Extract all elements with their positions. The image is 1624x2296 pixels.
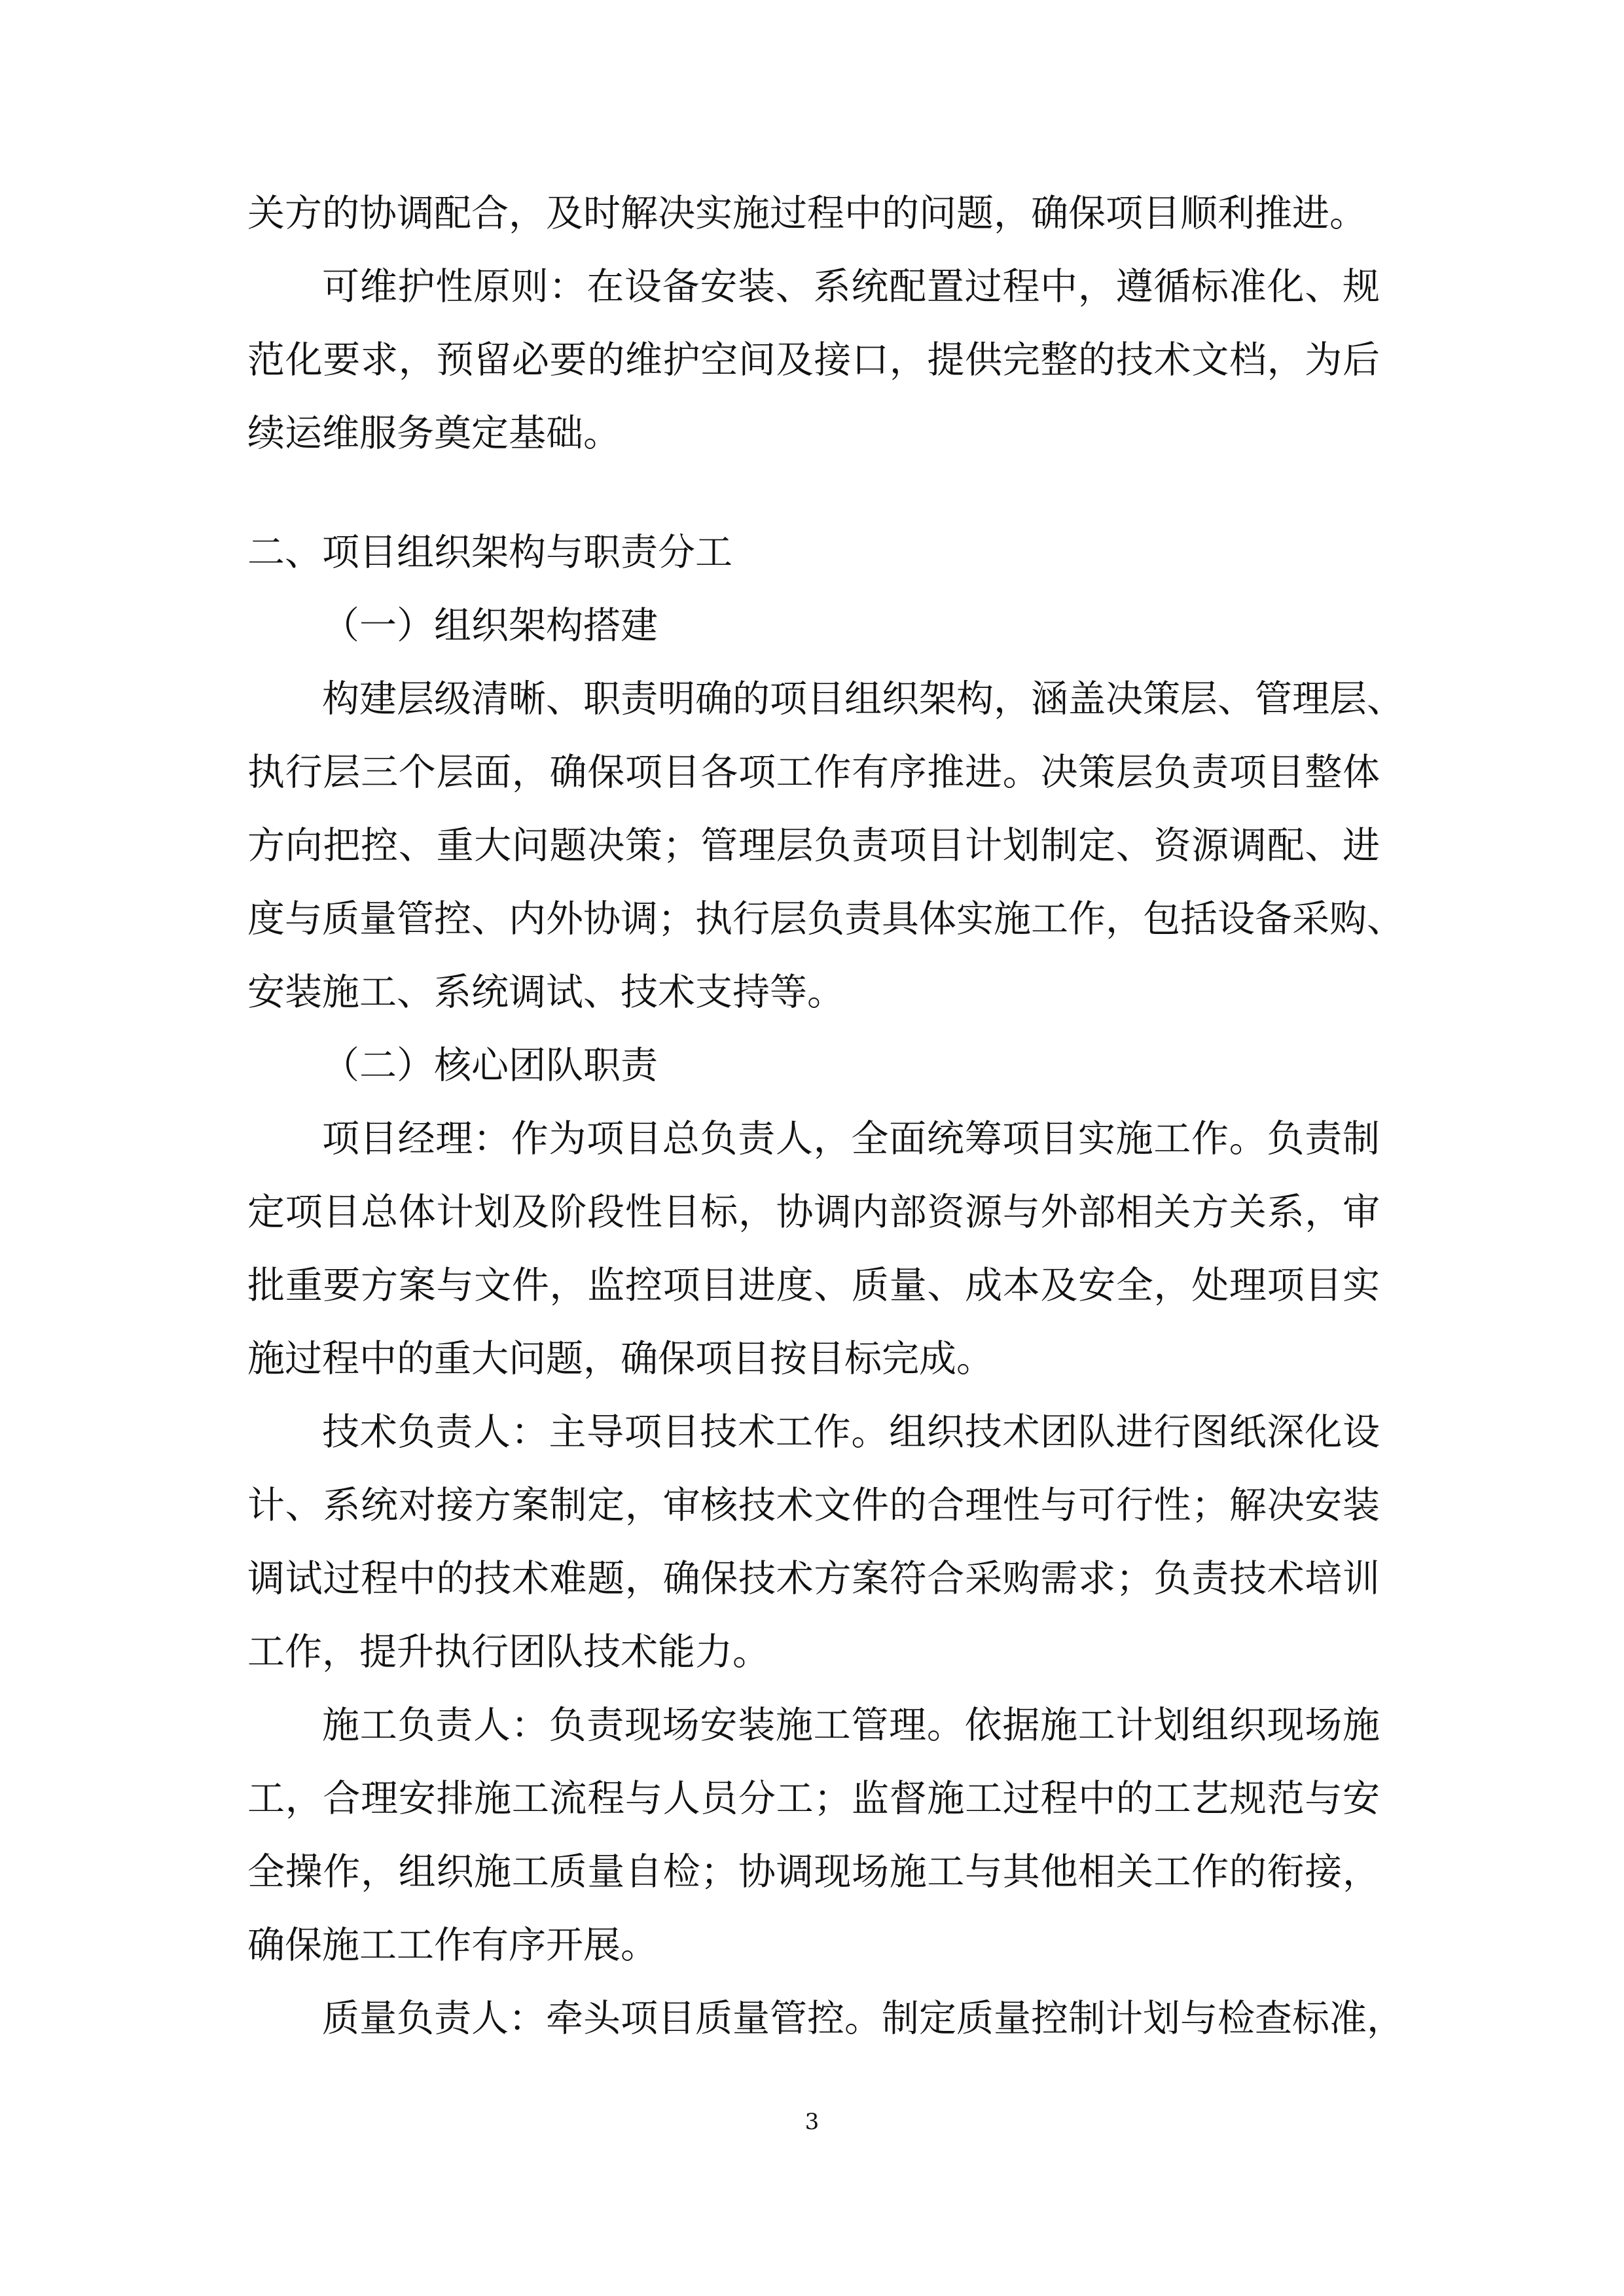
section-gap [247,470,1380,516]
paragraph-line: 工作，提升执行团队技术能力。 [247,1630,770,1674]
paragraph-line: 方向把控、重大问题决策；管理层负责项目计划制定、资源调配、进 [247,824,1380,867]
paragraph-line: 范化要求，预留必要的维护空间及接口，提供完整的技术文档，为后 [247,338,1380,382]
section-heading: 二、项目组织架构与职责分工 [247,531,732,574]
paragraph-line: 关方的协调配合，及时解决实施过程中的问题，确保项目顺利推进。 [247,192,1367,235]
paragraph-line: 调试过程中的技术难题，确保技术方案符合采购需求；负责技术培训 [247,1557,1380,1600]
paragraph-line: 施工负责人：负责现场安装施工管理。依据施工计划组织现场施 [322,1704,1380,1747]
paragraph-line: 确保施工工作有序开展。 [247,1924,658,1967]
paragraph-line: 项目经理：作为项目总负责人，全面统筹项目实施工作。负责制 [322,1117,1380,1160]
subsection-heading: （一）组织架构搭建 [322,604,658,647]
paragraph-line: 施过程中的重大问题，确保项目按目标完成。 [247,1337,994,1380]
paragraph-line: 计、系统对接方案制定，审核技术文件的合理性与可行性；解决安装 [247,1484,1380,1527]
paragraph-line: 执行层三个层面，确保项目各项工作有序推进。决策层负责项目整体 [247,751,1380,794]
paragraph-line: 技术负责人：主导项目技术工作。组织技术团队进行图纸深化设 [322,1410,1380,1454]
paragraph-line: 可维护性原则：在设备安装、系统配置过程中，遵循标准化、规 [322,265,1380,308]
paragraph-line: 定项目总体计划及阶段性目标，协调内部资源与外部相关方关系，审 [247,1191,1380,1234]
paragraph-line: 度与质量管控、内外协调；执行层负责具体实施工作，包括设备采购、 [247,897,1404,941]
paragraph-line: 工，合理安排施工流程与人员分工；监督施工过程中的工艺规范与安 [247,1777,1380,1820]
paragraph-line: 续运维服务奠定基础。 [247,412,621,455]
subsection-heading: （二）核心团队职责 [322,1044,658,1087]
paragraph-line: 质量负责人：牵头项目质量管控。制定质量控制计划与检查标准， [322,1997,1404,2040]
paragraph-line: 安装施工、系统调试、技术支持等。 [247,971,844,1014]
document-body [247,177,1404,2055]
page-number: 3 [804,2109,820,2135]
paragraph-line: 全操作，组织施工质量自检；协调现场施工与其他相关工作的衔接， [247,1850,1380,1893]
paragraph-line: 构建层级清晰、职责明确的项目组织架构，涵盖决策层、管理层、 [322,677,1404,721]
paragraph-line: 批重要方案与文件，监控项目进度、质量、成本及安全，处理项目实 [247,1264,1380,1307]
